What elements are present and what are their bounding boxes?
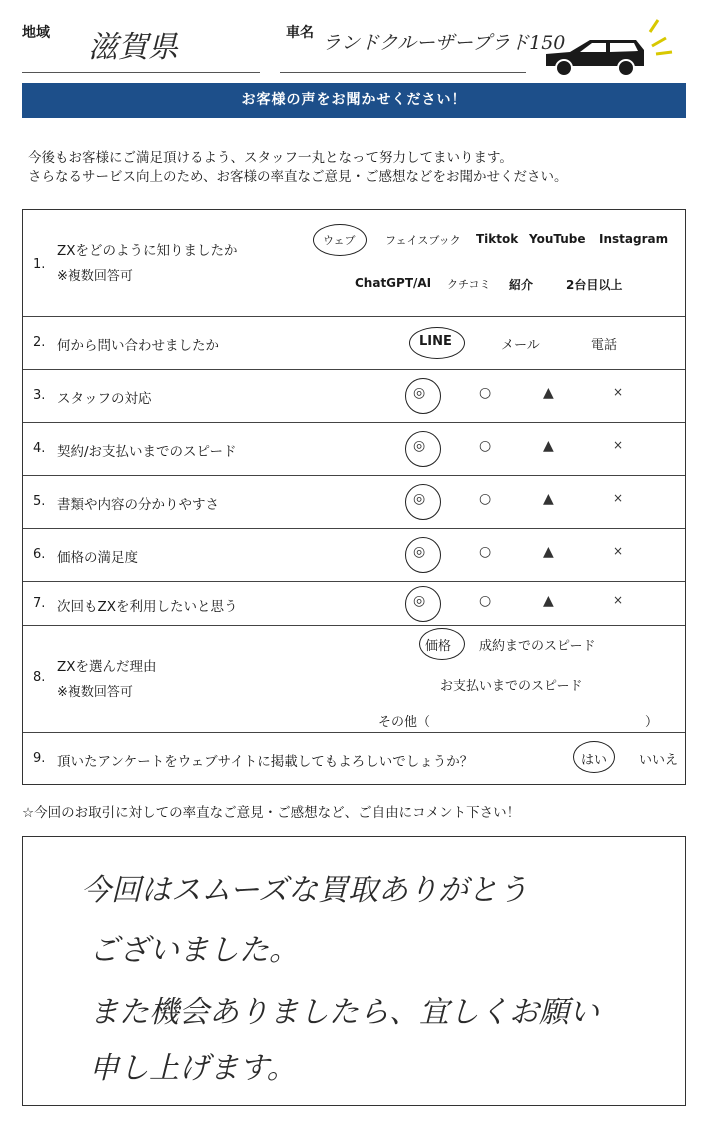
question-text: スタッフの対応	[57, 391, 152, 407]
car-icon	[540, 18, 680, 82]
region-underline	[22, 72, 260, 73]
region-label: 地域	[22, 25, 50, 41]
question-text: ZXを選んだ理由	[57, 659, 157, 675]
comment-line-4: 申し上げます。	[89, 1051, 297, 1086]
rating-good[interactable]: ○	[479, 385, 492, 401]
question-number: 7.	[33, 596, 46, 611]
rating-good[interactable]: ○	[479, 438, 492, 454]
question-row-6	[23, 529, 685, 582]
rating-excellent[interactable]: ◎	[413, 438, 426, 454]
rating-excellent[interactable]: ◎	[413, 544, 426, 560]
rating-good[interactable]: ○	[479, 491, 492, 507]
question-subnote: ※複数回答可	[57, 685, 133, 700]
rating-excellent[interactable]: ◎	[413, 385, 426, 401]
intro-line-1: 今後もお客様にご満足頂けるよう、スタッフ一丸となって努力してまいります。	[28, 150, 513, 166]
survey-table	[22, 209, 686, 785]
question-text: 頂いたアンケートをウェブサイトに掲載してもよろしいでしょうか？	[57, 754, 474, 770]
question-subnote: ※複数回答可	[57, 269, 133, 284]
question-number: 6.	[33, 547, 46, 562]
option-introduction[interactable]: 紹介	[509, 278, 534, 292]
rating-good[interactable]: ○	[479, 544, 492, 560]
comment-line-2: ございました。	[89, 933, 299, 968]
question-number: 3.	[33, 388, 46, 403]
option-payment-speed[interactable]: お支払いまでのスピード	[440, 679, 583, 694]
option-facebook[interactable]: フェイスブック	[385, 234, 461, 247]
comment-box	[22, 836, 686, 1106]
question-row-8	[23, 626, 685, 733]
option-other-close: ）	[645, 715, 659, 730]
question-text: 次回もZXを利用したいと思う	[57, 599, 238, 615]
question-number: 2.	[33, 335, 46, 350]
option-other-label[interactable]: その他（	[378, 715, 431, 730]
option-tiktok[interactable]: Tiktok	[476, 232, 519, 246]
option-line[interactable]: LINE	[419, 334, 452, 349]
rating-good[interactable]: ○	[479, 593, 492, 609]
rating-fair[interactable]: ▲	[543, 544, 554, 560]
rating-fair[interactable]: ▲	[543, 385, 554, 401]
question-text: 書類や内容の分かりやすさ	[57, 497, 219, 513]
option-phone[interactable]: 電話	[591, 338, 618, 353]
option-kuchikomi[interactable]: クチコミ	[447, 278, 491, 291]
question-row-1	[23, 210, 685, 317]
question-row-5	[23, 476, 685, 529]
option-web[interactable]: ウェブ	[323, 234, 356, 247]
intro-line-2: さらなるサービス向上のため、お客様の率直なご意見・ご感想などをお聞かせください。	[28, 169, 568, 185]
question-row-9	[23, 733, 685, 786]
region-value: 滋賀県	[88, 30, 178, 65]
question-row-2	[23, 317, 685, 370]
rating-poor[interactable]: ×	[613, 385, 624, 399]
rating-fair[interactable]: ▲	[543, 438, 554, 454]
question-number: 5.	[33, 494, 46, 509]
rating-excellent[interactable]: ◎	[413, 593, 426, 609]
option-no[interactable]: いいえ	[639, 753, 679, 768]
option-price[interactable]: 価格	[425, 639, 452, 654]
question-number: 4.	[33, 441, 46, 456]
car-underline	[280, 72, 526, 73]
option-second-car[interactable]: 2台目以上	[566, 278, 623, 292]
question-number: 9.	[33, 751, 46, 766]
question-text: 何から問い合わせましたか	[57, 338, 219, 354]
question-row-4	[23, 423, 685, 476]
question-text: ZXをどのように知りましたか	[57, 243, 238, 259]
rating-fair[interactable]: ▲	[543, 593, 554, 609]
option-contract-speed[interactable]: 成約までのスピード	[479, 639, 596, 654]
rating-excellent[interactable]: ◎	[413, 491, 426, 507]
rating-poor[interactable]: ×	[613, 544, 624, 558]
rating-poor[interactable]: ×	[613, 593, 624, 607]
comment-line-3: また機会ありましたら、宜しくお願い	[89, 995, 599, 1030]
banner-title: お客様の声をお聞かせください！	[22, 83, 686, 118]
question-number: 1.	[33, 257, 46, 272]
option-youtube[interactable]: YouTube	[529, 232, 586, 246]
option-mail[interactable]: メール	[501, 338, 540, 353]
rating-poor[interactable]: ×	[613, 438, 624, 452]
question-text: 価格の満足度	[57, 550, 138, 566]
comment-line-1: 今回はスムーズな買取ありがとう	[81, 873, 528, 908]
option-instagram[interactable]: Instagram	[599, 232, 669, 246]
car-label: 車名	[286, 25, 314, 41]
question-number: 8.	[33, 670, 46, 685]
question-row-7	[23, 582, 685, 626]
option-chatgpt[interactable]: ChatGPT/AI	[355, 276, 432, 290]
comment-prompt: ☆今回のお取引に対しての率直なご意見・ご感想など、ご自由にコメント下さい！	[22, 805, 521, 821]
question-text: 契約/お支払いまでのスピード	[57, 444, 237, 460]
option-yes[interactable]: はい	[581, 753, 608, 768]
car-value: ランドクルーザープラド150	[322, 32, 566, 54]
rating-fair[interactable]: ▲	[543, 491, 554, 507]
question-row-3	[23, 370, 685, 423]
rating-poor[interactable]: ×	[613, 491, 624, 505]
